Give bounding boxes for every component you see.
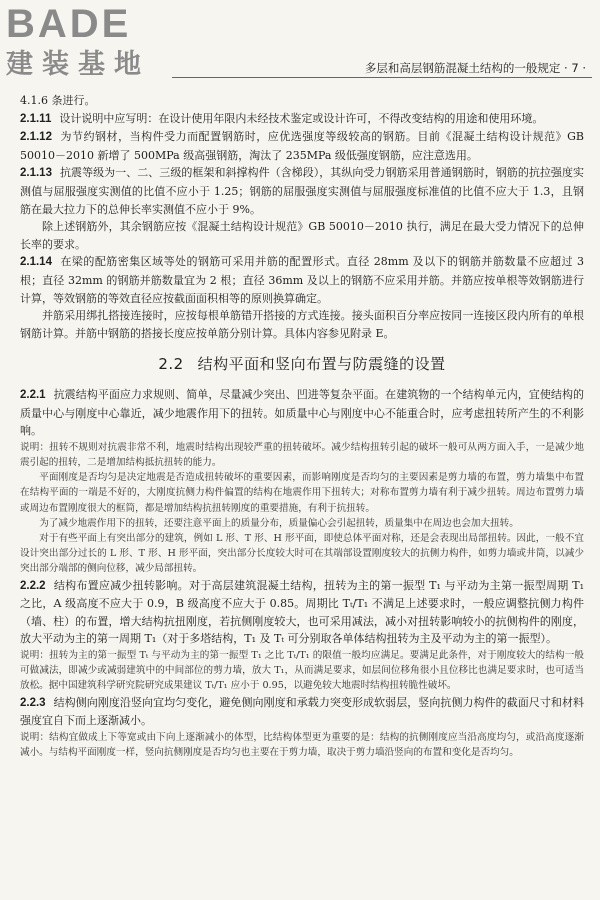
clause-text: 结构侧向刚度沿竖向宜均匀变化，避免侧向刚度和承载力突变形成软弱层，竖向抗侧力构件的截面尺寸和材料强度宜自下而上逐渐减小。 xyxy=(20,695,584,728)
logo-chinese: 建装基地 xyxy=(6,49,150,80)
clause-number: 2.2.1 xyxy=(20,388,46,401)
site-logo xyxy=(6,2,176,86)
clause-number: 2.2.3 xyxy=(20,696,46,709)
clause-number: 2.1.11 xyxy=(20,112,52,125)
note-paragraph: 对于有些平面上有突出部分的建筑，例如 L 形、T 形、H 形平面，即使总体平面对称，还是会表现出局部扭转。因此，一般不宜设计突出部分过长的 L 形、T 形、H 形平面，突出部分长度较大时可在其端部设置刚度较大的抗侧力构件，如剪力墙或井筒，以减少突出部分端部的侧向位移，减少局部扭转。 xyxy=(20,532,584,575)
clause-number: 2.1.12 xyxy=(20,131,52,144)
clause-2-1-12 xyxy=(20,128,584,164)
note-paragraph: 说明：扭转不规则对抗震非常不利，地震时结构出现较严重的扭转破坏。减少结构扭转引起的破坏一般可从两方面入手，一是减少地震引起的扭转，二是增加结构抵抗扭转的能力。 xyxy=(20,441,584,468)
clause-2-2-2 xyxy=(20,577,584,648)
logo-wordmark: BADE xyxy=(6,2,132,46)
clause-text: 在梁的配筋密集区域等处的钢筋可采用并筋的配置形式。直径 28mm 及以下的钢筋并筋数量不应超过 3 根；直径 32mm 的钢筋并筋数量宜为 2 根；直径 36mm 及以上的钢筋不应采用并筋。并筋应按单根等效钢筋进行计算，等效钢筋的等效直径应按截面面积相等的原则换算确定。 xyxy=(20,255,584,305)
note-paragraph: 说明：扭转为主的第一振型 Tₜ 与平动为主的第一振型 T₁ 之比 Tₜ/T₁ 的限值一般均应满足。要满足此条件，对于刚度较大的结构一般可做减法，即减少或减弱建筑中的中间部位的剪力墙，放大 T₁，从而满足要求，如层间位移角很小且位移比也满足要求时，也可适当放松。据中国建筑科学研究院研究成果建议 Tₜ/T₁ 应小于 0.95，以避免较大地震时结构扭转脆性破坏。 xyxy=(20,649,584,692)
running-header: 多层和高层钢筋混凝土结构的一般规定 · 7 · xyxy=(364,61,586,75)
clause-text: 抗震结构平面应力求规则、简单，尽量减少突出、凹进等复杂平面。在建筑物的一个结构单元内，宜使结构的质量中心与刚度中心靠近，减少地震作用下的扭转。如质量中心与刚度中心不能重合时，应考虑扭转所产生的不利影响。 xyxy=(20,387,584,438)
note-paragraph: 说明：结构宜做成上下等宽或由下向上逐渐减小的体型，比结构体型更为重要的是：结构的抗侧刚度应当沿高度均匀，或沿高度逐渐减小。与结构平面刚度一样，竖向抗侧刚度是否均匀也主要在于剪力墙，取决于剪力墙沿竖向的布置和变化是否均匀。 xyxy=(20,731,584,758)
clause-number: 2.1.13 xyxy=(20,167,52,180)
clause-text: 设计说明中应写明：在设计使用年限内未经技术鉴定或设计许可，不得改变结构的用途和使用环境。 xyxy=(59,111,544,125)
paragraph-bundled-bars: 并筋采用绑扎搭接连接时，应按每根单筋错开搭接的方式连接。接头面积百分率应按同一连接区段内所有的单根钢筋计算。并筋中钢筋的搭接长度应按单筋分别计算。具体内容参见附录 E。 xyxy=(20,309,584,340)
continuation-line: 4.1.6 条进行。 xyxy=(20,94,96,107)
clause-text: 结构布置应减少扭转影响。对于高层建筑混凝土结构，扭转为主的第一振型 T₁ 与平动为主第一振型周期 T₁ 之比，A 级高度不应大于 0.9，B 级高度不应大于 0.85。周期比 Tₜ/T₁ 不满足上述要求时，一般应调整抗侧力构件（墙、柱）的布置，增大结构抗扭刚度，若抗侧刚度较大，也可采用减法，减小对扭转影响较小的抗侧构件的刚度，放大平动为主的第一周期 T₁（对于多塔结构，T₁ 及 Tₜ 可分别取各单体结构扭转为主及平动为主的第一振型）。 xyxy=(20,578,584,646)
section-heading xyxy=(20,356,584,374)
paragraph-other-rebar: 除上述钢筋外，其余钢筋应按《混凝土结构设计规范》GB 50010－2010 执行，满足在最大受力情况下的总伸长率的要求。 xyxy=(20,220,584,251)
note-paragraph: 平面刚度是否均匀是决定地震是否造成扭转破坏的重要因素，而影响刚度是否均匀的主要因素是剪力墙的布置，剪力墙集中布置在结构平面的一端是不好的，大刚度抗侧力构件偏置的结构在地震作用下扭转大；对称布置剪力墙有利于减少扭转。周边布置剪力墙或周边布置刚度很大的框筒，都是增加结构抗扭转刚度的重要措施，有利于抗扭转。 xyxy=(20,472,584,514)
clause-2-1-13 xyxy=(20,164,584,218)
section-title: 结构平面和竖向布置与防震缝的设置 xyxy=(197,355,446,374)
clause-2-2-3 xyxy=(20,694,584,730)
clause-2-1-11 xyxy=(20,110,584,129)
page-body xyxy=(20,92,584,760)
clause-text: 抗震等级为一、二、三级的框架和斜撑构件（含梯段），其纵向受力钢筋采用普通钢筋时，钢筋的抗拉强度实测值与屈服强度实测值的比值不应小于 1.25；钢筋的屈服强度实测值与屈服强度标准值的比值不应大于 1.3，且钢筋在最大拉力下的总伸长率实测值不应小于 9%。 xyxy=(20,166,584,216)
clause-2-1-14 xyxy=(20,253,584,307)
clause-number: 2.2.2 xyxy=(20,579,46,592)
header-rule xyxy=(172,77,592,78)
section-number: 2.2 xyxy=(158,355,184,374)
clause-text: 为节约钢材，当构件受力而配置钢筋时，应优选强度等级较高的钢筋。目前《混凝土结构设计规范》GB 50010－2010 新增了 500MPa 级高强钢筋，淘汰了 235MPa 级低强度钢筋，应注意选用。 xyxy=(20,130,584,162)
note-paragraph: 为了减少地震作用下的扭转，还要注意平面上的质量分布，质量偏心会引起扭转，质量集中在周边也会加大扭转。 xyxy=(39,517,519,529)
clause-2-2-1 xyxy=(20,386,584,440)
clause-number: 2.1.14 xyxy=(20,256,52,269)
